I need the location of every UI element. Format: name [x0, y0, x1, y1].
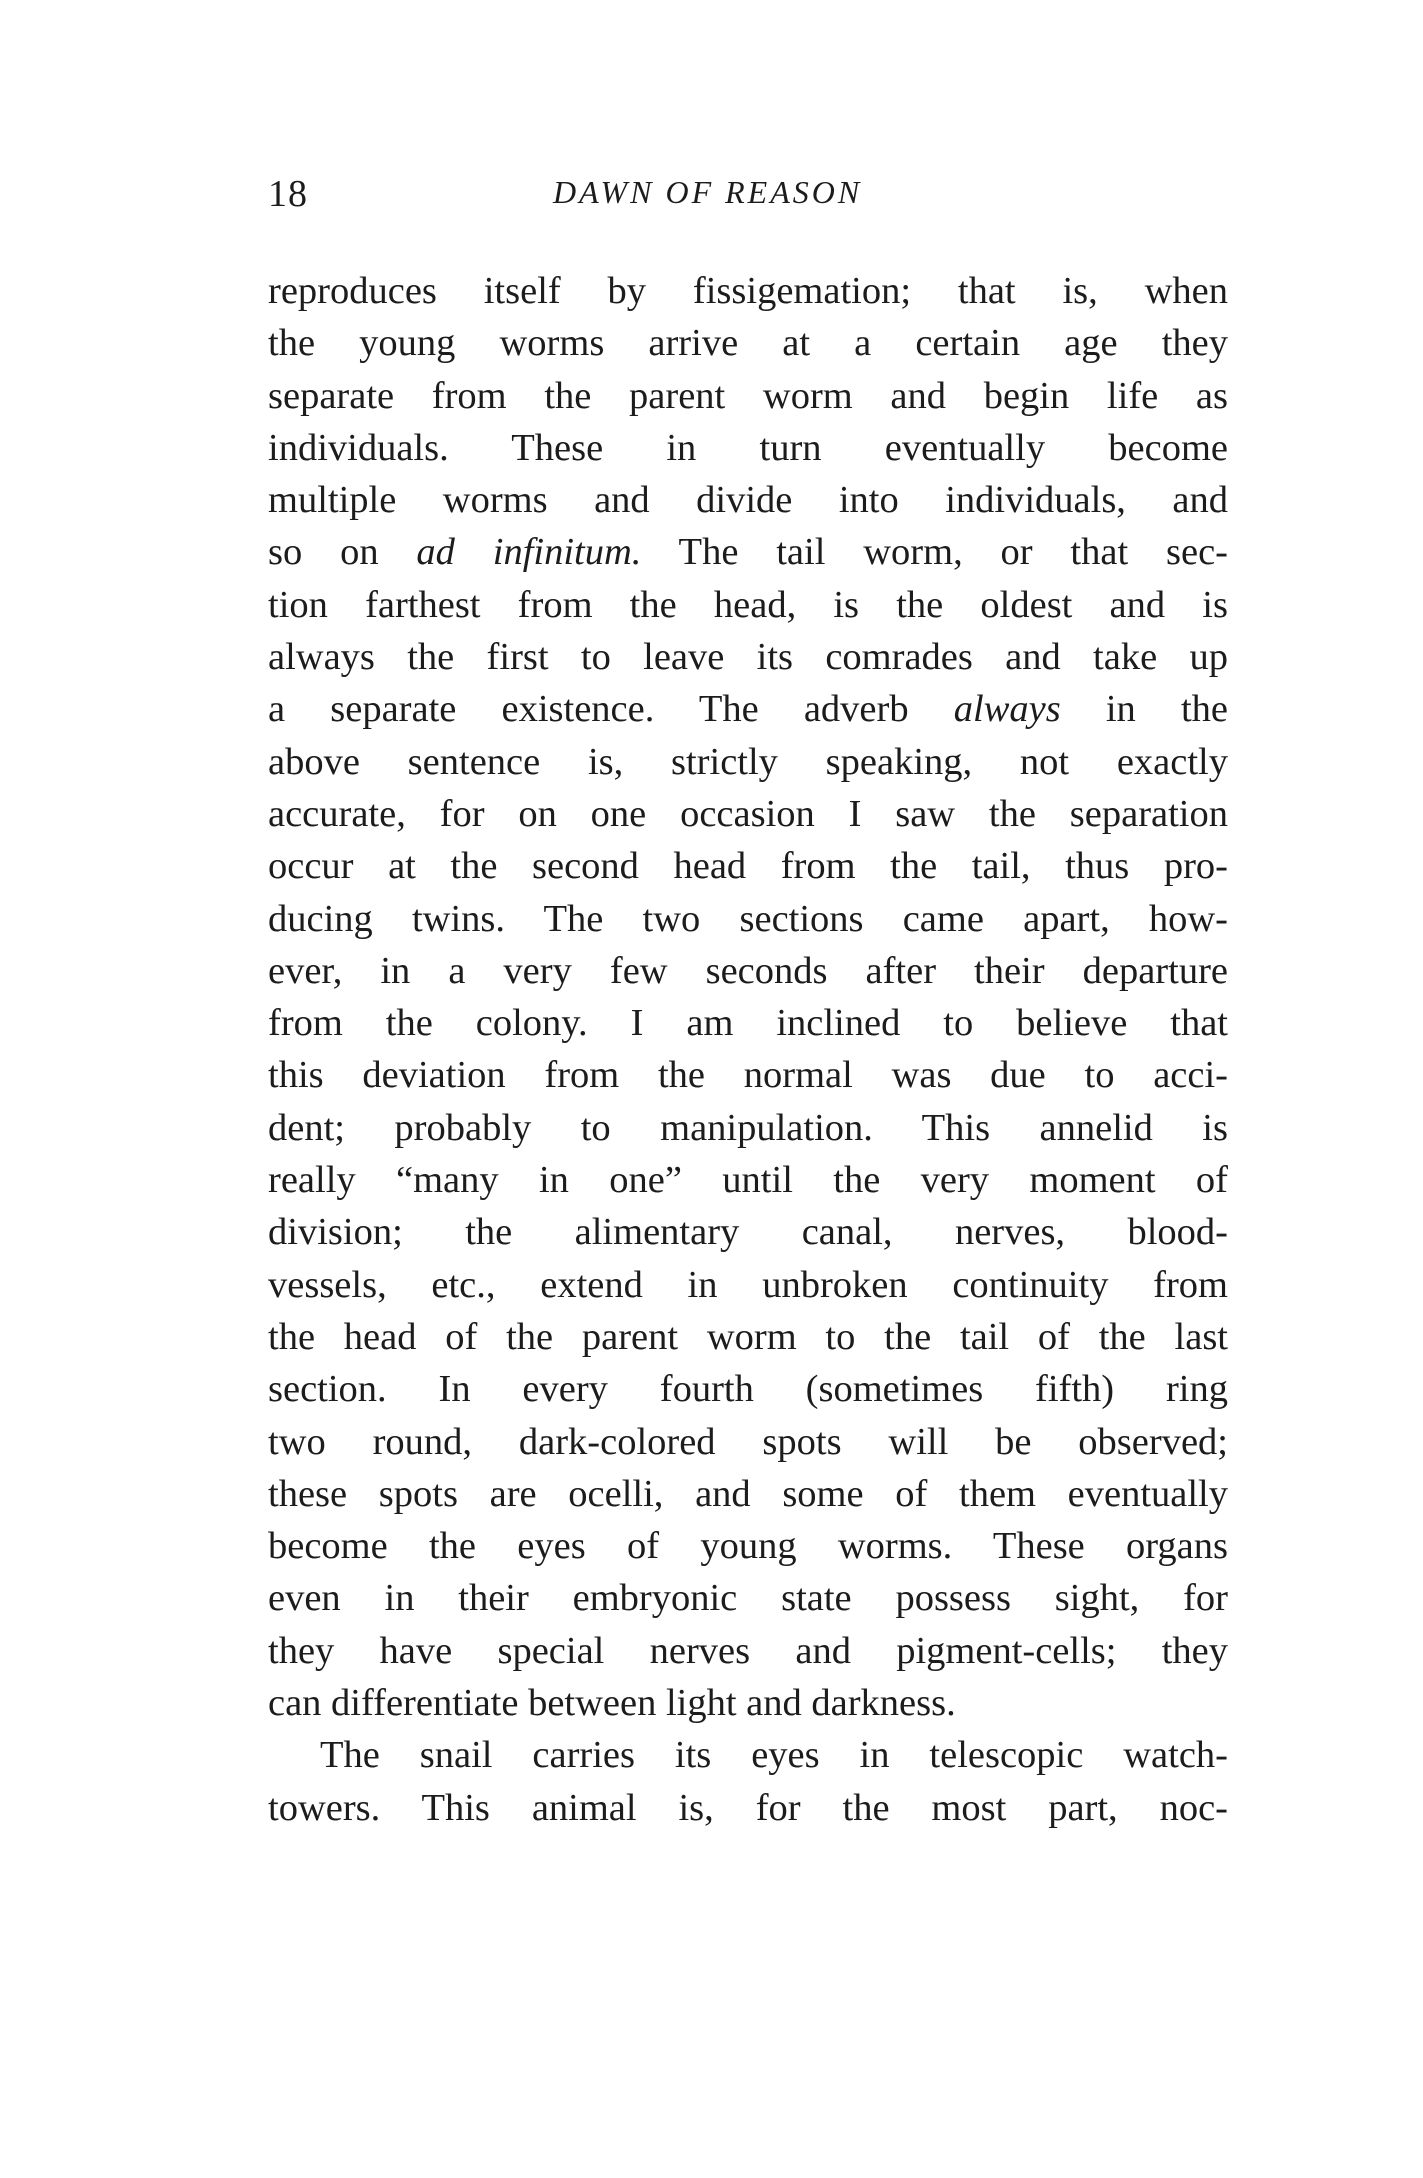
- text-line: reproduces itself by fissigemation; that is, when: [268, 270, 1228, 312]
- text-line: from the colony. I am inclined to believe that: [268, 1002, 1228, 1045]
- italic-word: always: [953, 688, 1061, 731]
- text-line: ducing twins. The two sections came apart, how-: [268, 897, 1228, 940]
- text-line: occur at the second head from the tail, thus pro-: [268, 845, 1228, 888]
- running-title: DAWN OF REASON: [553, 174, 863, 210]
- text-line: really “many in one” until the very moment of: [268, 1159, 1228, 1202]
- text-line: above sentence is, strictly speaking, not exactly: [268, 740, 1228, 783]
- text-line: section. In every fourth (sometimes fifth) ring: [268, 1368, 1228, 1411]
- text-line: individuals. These in turn eventually become: [268, 426, 1228, 469]
- text-line: [268, 526, 1228, 578]
- page-number: 18: [268, 173, 308, 215]
- text-line: even in their embryonic state possess sight, for: [268, 1577, 1228, 1620]
- text-run: so on: [268, 531, 417, 574]
- text-line: they have special nerves and pigment-cells; they: [268, 1629, 1228, 1672]
- text-line: become the eyes of young worms. These organs: [268, 1525, 1228, 1568]
- text-run: a separate existence. The adverb: [268, 688, 954, 731]
- text-line: vessels, etc., extend in unbroken continuity from: [268, 1263, 1228, 1306]
- paragraph-first-line: The snail carries its eyes in telescopic watch-: [320, 1734, 1228, 1777]
- text-line: division; the alimentary canal, nerves, blood-: [268, 1211, 1228, 1254]
- text-line: ever, in a very few seconds after their departure: [268, 949, 1228, 992]
- text-line: dent; probably to manipulation. This annelid is: [268, 1106, 1228, 1149]
- italic-phrase: ad infinitum.: [416, 531, 642, 574]
- text-line: this deviation from the normal was due to acci-: [268, 1054, 1228, 1097]
- text-line: accurate, for on one occasion I saw the separation: [268, 792, 1228, 835]
- body-text: [268, 265, 1228, 1834]
- text-run: The tail worm, or that sec-: [641, 531, 1228, 574]
- text-line: these spots are ocelli, and some of them eventually: [268, 1472, 1228, 1515]
- text-line: the head of the parent worm to the tail of the last: [268, 1315, 1228, 1358]
- text-line: multiple worms and divide into individuals, and: [268, 479, 1228, 522]
- paragraph-last-line: can differentiate between light and darkness.: [268, 1682, 956, 1725]
- text-run: in the: [1060, 688, 1229, 731]
- running-head: [268, 172, 1234, 222]
- text-line: two round, dark-colored spots will be observed;: [268, 1420, 1228, 1463]
- text-line: the young worms arrive at a certain age they: [268, 322, 1228, 365]
- text-line: towers. This animal is, for the most part, noc-: [268, 1786, 1228, 1829]
- text-line: separate from the parent worm and begin life as: [268, 374, 1228, 417]
- text-line: always the first to leave its comrades and take up: [268, 636, 1228, 679]
- text-line: tion farthest from the head, is the oldest and is: [268, 583, 1228, 626]
- text-line: [268, 683, 1228, 735]
